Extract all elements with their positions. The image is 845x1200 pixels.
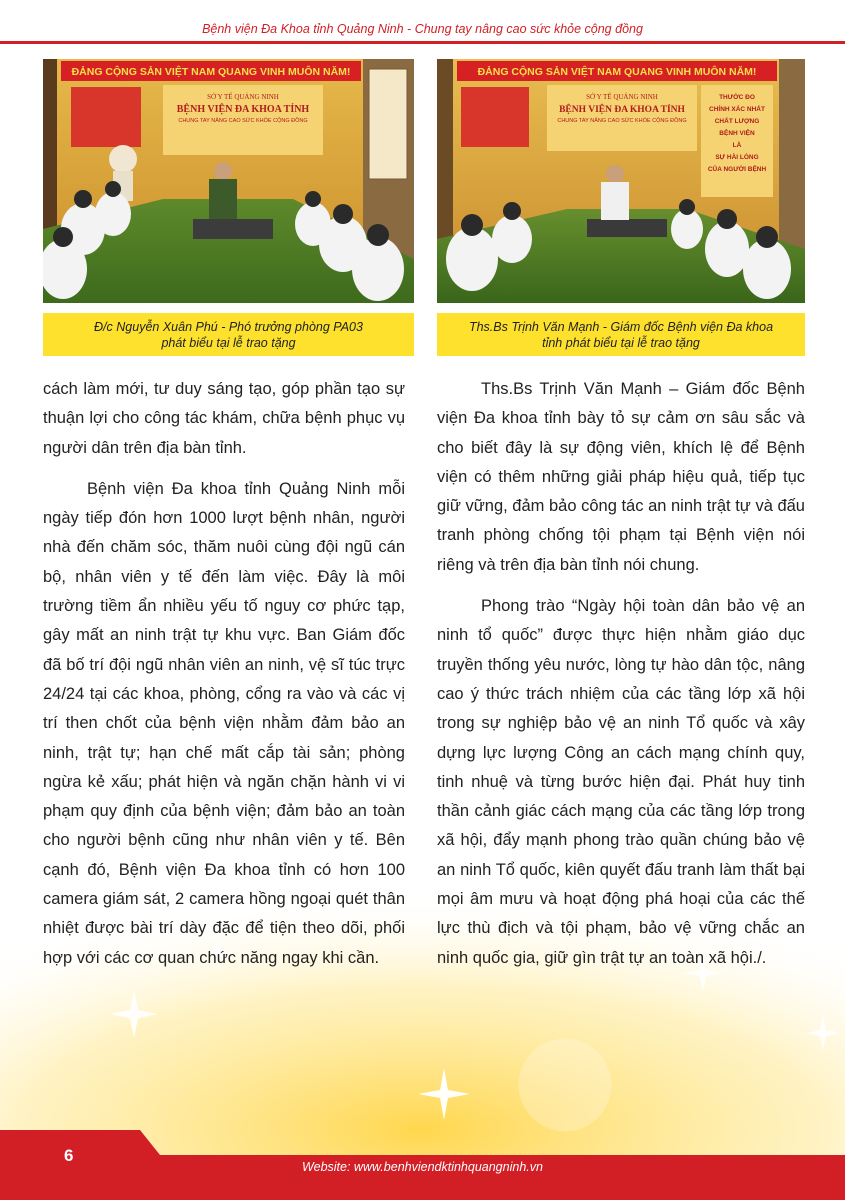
svg-text:CHUNG TAY NÂNG CAO SỨC KHỎE CỘ: CHUNG TAY NÂNG CAO SỨC KHỎE CỘNG ĐỒNG	[557, 118, 687, 124]
right-paragraph-1: Ths.Bs Trịnh Văn Mạnh – Giám đốc Bệnh viện Đa khoa tỉnh bày tỏ sự cảm ơn sâu sắc và cho biết đây là sự động viên, khích lệ để Bệnh viện có thêm những giải pháp hiệu quả, tiếp tục giữ vững, đảm bảo công tác an ninh trật tự và đấu tranh phòng chống tội phạm tại Bệnh viện nói riêng và trên địa bàn tỉnh nói chung.	[437, 380, 805, 574]
header-rule	[0, 41, 845, 44]
photo-right-banner: ĐẢNG CỘNG SẢN VIỆT NAM QUANG VINH MUÔN NĂM!	[477, 66, 757, 78]
caption-left-line2: phát biểu tại lễ trao tặng	[161, 335, 296, 350]
page-header	[0, 0, 845, 44]
caption-right-line1: Ths.Bs Trịnh Văn Mạnh - Giám đốc Bệnh viện Đa khoa	[468, 319, 774, 334]
svg-text:LÀ: LÀ	[732, 142, 742, 149]
photo-left-image	[43, 59, 414, 303]
right-column	[437, 375, 805, 985]
svg-text:CHUNG TAY NÂNG CAO SỨC KHỎE CỘ: CHUNG TAY NÂNG CAO SỨC KHỎE CỘNG ĐỒNG	[178, 118, 308, 124]
svg-text:BỆNH VIỆN ĐA KHOA TỈNH: BỆNH VIỆN ĐA KHOA TỈNH	[176, 104, 310, 115]
svg-text:SỰ HÀI LÒNG: SỰ HÀI LÒNG	[715, 154, 759, 161]
caption-right	[437, 313, 805, 356]
photo-right	[437, 59, 805, 303]
right-paragraph-2: Phong trào “Ngày hội toàn dân bảo vệ an ninh tổ quốc” được thực hiện nhằm giáo dục truyền thống yêu nước, lòng tự hào dân tộc, nâng cao ý thức trách nhiệm của các tầng lớp xã hội trong sự nghiệp bảo vệ an ninh Tổ quốc và xây dựng lực lượng Công an cách mạng chính quy, tinh nhuệ và từng bước hiện đại. Phát huy tinh thần cảnh giác cách mạng của các tầng lớp trong xã hội, đẩy mạnh phong trào quần chúng bảo vệ an ninh Tổ quốc, kiên quyết đấu tranh làm thất bại mọi âm mưu và hoạt động phá hoại của các thế lực thù địch và tội phạm, bảo vệ vững chắc an ninh quốc gia, giữ gìn trật tự an toàn xã hội./.	[437, 597, 805, 967]
svg-text:BỆNH VIỆN: BỆNH VIỆN	[719, 130, 755, 137]
svg-text:BỆNH VIỆN ĐA KHOA TỈNH: BỆNH VIỆN ĐA KHOA TỈNH	[559, 105, 685, 115]
svg-text:SỞ Y TẾ QUẢNG NINH: SỞ Y TẾ QUẢNG NINH	[586, 93, 658, 101]
photo-left	[43, 59, 414, 303]
left-column	[43, 375, 405, 985]
svg-text:CHÍNH XÁC NHẤT: CHÍNH XÁC NHẤT	[709, 106, 765, 113]
photo-right-image	[437, 59, 805, 303]
svg-text:THƯỚC ĐO: THƯỚC ĐO	[719, 94, 755, 101]
svg-text:SỞ Y TẾ QUẢNG NINH: SỞ Y TẾ QUẢNG NINH	[207, 93, 279, 101]
photo-left-banner: ĐẢNG CỘNG SẢN VIỆT NAM QUANG VINH MUÔN NĂM!	[71, 66, 351, 78]
footer-website: Website: www.benhviendktinhquangninh.vn	[302, 1160, 543, 1174]
svg-text:CỦA NGƯỜI BỆNH: CỦA NGƯỜI BỆNH	[707, 166, 767, 173]
caption-left	[43, 313, 414, 356]
page-number: 6	[64, 1146, 74, 1165]
left-paragraph-1: cách làm mới, tư duy sáng tạo, góp phần tạo sự thuận lợi cho công tác khám, chữa bệnh phục vụ người dân trên địa bàn tỉnh.	[43, 380, 405, 457]
caption-left-line1: Đ/c Nguyễn Xuân Phú - Phó trưởng phòng PA03	[94, 319, 363, 334]
left-paragraph-2: Bệnh viện Đa khoa tỉnh Quảng Ninh mỗi ngày tiếp đón hơn 1000 lượt bệnh nhân, người nhà đến chăm sóc, thăm nuôi cùng đội ngũ cán bộ, nhân viên y tế đến làm việc. Đây là môi trường tiềm ẩn nhiều yếu tố nguy cơ phức tạp, gây mất an ninh trật tự khu vực. Ban Giám đốc đã bố trí đội ngũ nhân viên an ninh, vệ sĩ túc trực 24/24 tại các khoa, phòng, cổng ra vào và các vị trí then chốt của bệnh viện nhằm đảm bảo an ninh, trật tự; hạn chế mất cắp tài sản; phòng ngừa kẻ xấu; phát hiện và ngăn chặn hành vi vi phạm quy định của bệnh viện; đảm bảo an toàn cho người bệnh cũng như nhân viên y tế. Bên cạnh đó, Bệnh viện Đa khoa tỉnh có hơn 100 camera giám sát, 2 camera hồng ngoại quét thân nhiệt được bài trí dày đặc để tiện theo dõi, phối hợp với các cơ quan chức năng ngay khi cần.	[43, 479, 405, 967]
svg-text:CHẤT LƯỢNG: CHẤT LƯỢNG	[714, 118, 760, 125]
header-title: Bệnh viện Đa Khoa tỉnh Quảng Ninh - Chung tay nâng cao sức khỏe cộng đồng	[202, 22, 643, 36]
caption-right-line2: tỉnh phát biểu tại lễ trao tặng	[542, 335, 700, 350]
